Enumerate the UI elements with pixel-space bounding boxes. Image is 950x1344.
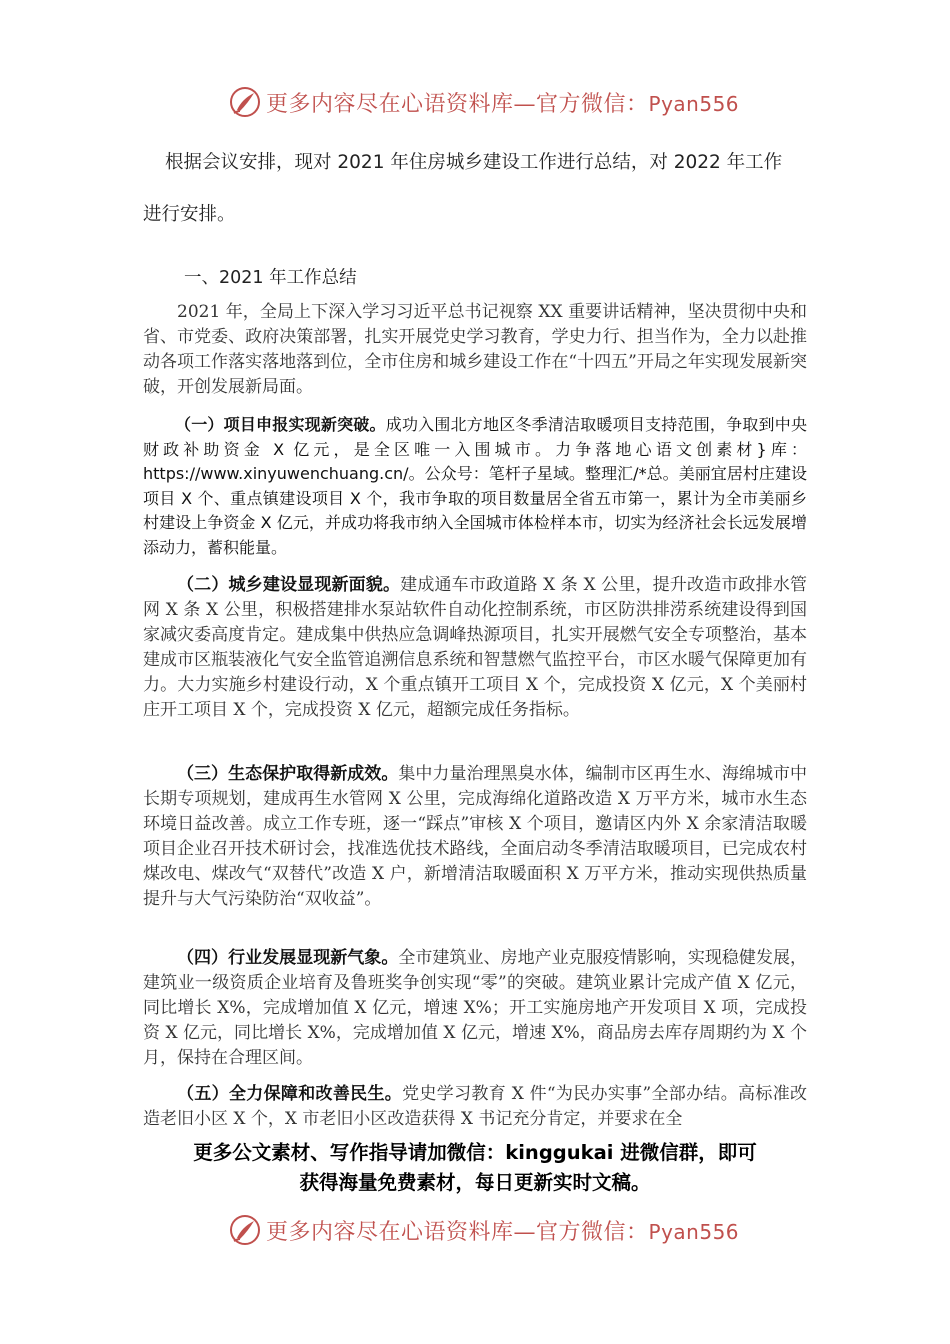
item-paragraph-5 [143, 1082, 807, 1132]
item-body-5: 党史学习教育 X 件“为民办实事”全部办结。高标准改造老旧小区 X 个，X 市老旧小区改造获得 X 书记充分肯定，并要求在全 [143, 1084, 807, 1129]
summary-paragraph: 2021 年，全局上下深入学习习近平总书记视察 XX 重要讲话精神，坚决贯彻中央和省、市党委、政府决策部署，扎实开展党史学习教育，学史力行、担当作为，全力以赴推动各项工作落实落地落到位，全市住房和城乡建设工作在“十四五”开局之年实现发展新突破，开创发展新局面。 [143, 302, 807, 397]
item-title-5: （五）全力保障和改善民生。 [177, 1084, 403, 1104]
item-body-1: 成功入围北方地区冬季清洁取暖项目支持范围，争取到中央财政补助资金 X 亿元，是全区唯一入围城市。力争落地心语文创素材}库：https://www.xinyuwenchuang.cn/。公众号：笔杆子星域。整理汇/*总。美丽宜居村庄建设项目 X 个、重点镇建设项目 X 个，我市争取的项目数量居全省五市第一，累计为全市美丽乡村建设上争资金 X 亿元，并成功将我市纳入全国城市体检样本市，切实为经济社会长远发展增添动力，蓄积能量。 [143, 415, 807, 557]
intro-line-2: 进行安排。 [143, 204, 236, 225]
item-body-3: 集中力量治理黑臭水体，编制市区再生水、海绵城市中长期专项规划，建成再生水管网 X 公里，完成海绵化道路改造 X 万平方米，城市水生态环境日益改善。成立工作专班，逐一“踩点”审核 X 个项目，邀请区内外 X 余家清洁取暖项目企业召开技术研讨会，找准选优技术路线，全面启动冬季清洁取暖项目，已完成农村煤改电、煤改气“双替代”改造 X 户，新增清洁取暖面积 X 万平方米，推动实现供热质量提升与大气污染防治“双收益”。 [143, 764, 808, 909]
item-title-1: （一）项目申报实现新突破。 [175, 415, 386, 434]
header-banner [228, 82, 739, 122]
item-paragraph-3 [143, 762, 807, 912]
footer-banner [228, 1210, 739, 1250]
item-title-4: （四）行业发展显现新气象。 [177, 948, 399, 968]
item-body-2: 建成通车市政道路 X 条 X 公里，提升改造市政排水管网 X 条 X 公里，积极搭建排水泵站软件自动化控制系统，市区防洪排涝系统建设得到国家减灾委高度肯定。建成集中供热应急调峰热源项目，扎实开展燃气安全专项整治，基本建成市区瓶装液化气安全监管追溯信息系统和智慧燃气监控平台，市区水暖气保障更加有力。大力实施乡村建设行动，X 个重点镇开工项目 X 个，完成投资 X 亿元，X 个美丽村庄开工项目 X 个，完成投资 X 亿元，超额完成任务指标。 [143, 575, 807, 720]
item-paragraph-2 [143, 573, 807, 723]
item-title-3: （三）生态保护取得新成效。 [177, 764, 399, 784]
promo-notice [143, 1138, 807, 1198]
item-paragraph-4 [143, 946, 807, 1071]
item-paragraph-1 [143, 413, 807, 561]
brush-logo-icon [228, 1213, 262, 1247]
footer-banner-text: 更多内容尽在心语资料库—官方微信：Pyan556 [266, 1219, 740, 1245]
banner-text: 更多内容尽在心语资料库—官方微信：Pyan556 [266, 91, 740, 117]
brush-logo-icon [228, 85, 262, 119]
section-heading: 一、2021 年工作总结 [184, 268, 357, 288]
promo-line-1: 更多公文素材、写作指导请加微信：kinggukai 进微信群，即可 [193, 1141, 757, 1164]
item-body-4: 全市建筑业、房地产业克服疫情影响，实现稳健发展，建筑业一级资质企业培育及鲁班奖争创实现“零”的突破。建筑业累计完成产值 X 亿元，同比增长 X%，完成增加值 X 亿元，增速 X%；开工实施房地产开发项目 X 项，完成投资 X 亿元，同比增长 X%，完成增加值 X 亿元，增速 X%，商品房去库存周期约为 X 个月，保持在合理区间。 [143, 948, 808, 1068]
item-title-2: （二）城乡建设显现新面貌。 [177, 575, 401, 595]
banner-wechat-id: Pyan556 [648, 91, 740, 116]
promo-line-2: 获得海量免费素材，每日更新实时文稿。 [299, 1171, 651, 1194]
intro-line-1: 根据会议安排，现对 2021 年住房城乡建设工作进行总结，对 2022 年工作 [165, 152, 783, 173]
footer-banner-wechat-id: Pyan556 [648, 1219, 740, 1244]
